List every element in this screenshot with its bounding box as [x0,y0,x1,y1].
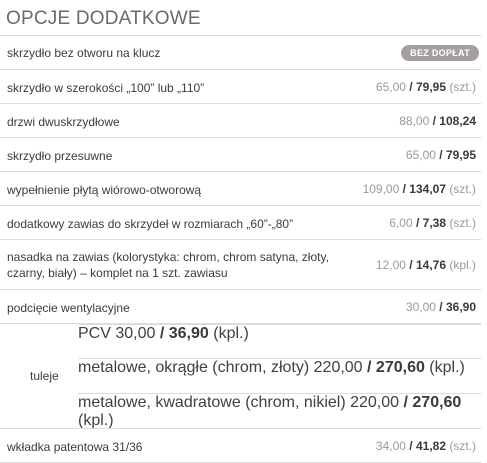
option-row-chipboard [0,171,481,205]
option-price: 12,00 / 14,76 (kpl.) [375,258,476,272]
tuleje-row-round [78,358,481,393]
option-price: 109,00 / 134,07 (szt.) [362,182,476,196]
option-price: 220,00 / 270,60 (kpl.) [313,359,465,376]
option-row-extra-hinge [0,205,481,239]
tuleje-row-square [78,393,481,428]
option-label: PCV [78,325,111,342]
option-row-cylinder [0,428,481,463]
option-price: 65,00 / 79,95 (szt.) [375,80,476,94]
option-label: skrzydło bez otworu na klucz [7,46,161,60]
option-price: 88,00 / 108,24 [399,114,476,128]
tuleje-row-pcv [78,324,481,358]
option-price: 30,00 / 36,90 [405,300,476,314]
no-surcharge-badge: BEZ DOPŁAT [401,45,479,61]
option-row-sliding [0,137,481,171]
tuleje-label: tuleje [30,369,59,383]
option-row-double-door [0,103,481,137]
option-label: dodatkowy zawias do skrzydeł w rozmiarach „60”-„80” [7,217,294,231]
option-label: metalowe, kwadratowe (chrom, nikiel) [78,394,346,411]
option-price: 65,00 / 79,95 [405,148,476,162]
option-row-hinge-cap [0,239,481,289]
option-price: 6,00 / 7,38 (szt.) [389,216,476,230]
page-title: OPCJE DODATKOWE [6,8,201,29]
option-row-no-keyhole [0,35,481,69]
option-price: 30,00 / 36,90 (kpl.) [115,325,249,342]
option-label: podcięcie wentylacyjne [7,301,130,315]
option-label: metalowe, okrągłe (chrom, złoty) [78,359,310,376]
option-label: wkładka patentowa 31/36 [7,440,143,454]
option-price: 34,00 / 41,82 (szt.) [375,439,476,453]
options-table [0,35,481,463]
option-price: 220,00 / 270,60 (kpl.) [78,394,462,429]
option-label: drzwi dwuskrzydłowe [7,115,120,129]
option-label: skrzydło przesuwne [7,149,113,163]
option-row-undercut [0,289,481,323]
option-label: skrzydło w szerokości „100” lub „110” [7,81,205,95]
option-label: nasadka na zawias (kolorystyka: chrom, chrom satyna, złoty, czarny, biały) – komplet na 1 szt. zawiasu [7,250,329,280]
option-row-width [0,69,481,103]
option-label: wypełnienie płytą wiórowo-otworową [7,183,202,197]
tuleje-group [0,323,481,428]
